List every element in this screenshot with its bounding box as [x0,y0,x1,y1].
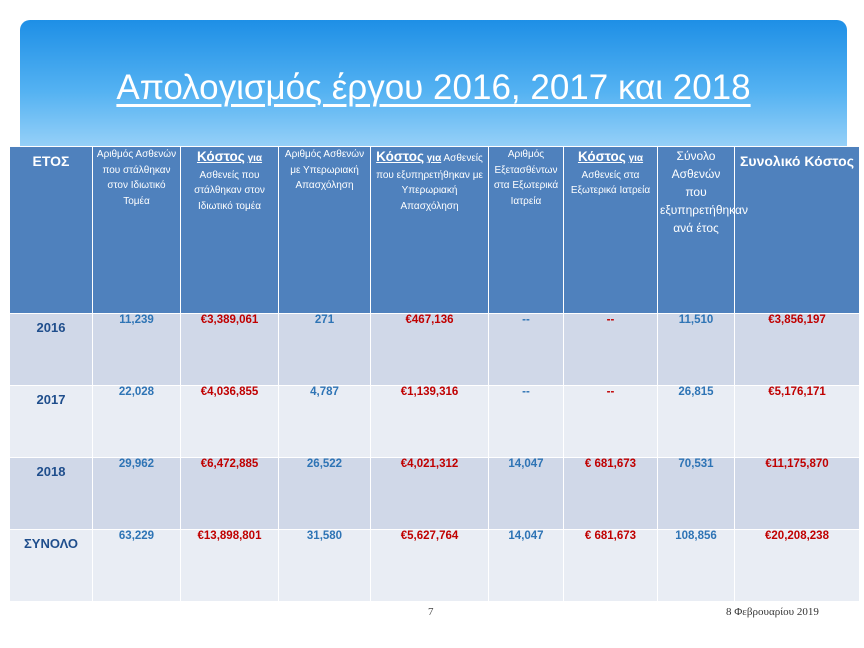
cell-private-patients: 29,962 [93,458,181,530]
table-row [10,314,860,386]
cell-total-cost: €11,175,870 [735,458,860,530]
cell-year: 2017 [10,386,93,458]
slide-date: 8 Φεβρουαρίου 2019 [726,606,819,618]
header-overtime-patients: Αριθμός Ασθενών με Υπερωριακή Απασχόληση [279,147,371,314]
cell-year: 2018 [10,458,93,530]
cell-overtime-cost: €4,021,312 [371,458,489,530]
cell-outpatient-examined: 14,047 [489,458,564,530]
table-row-total [10,530,860,602]
cell-total-label: ΣΥΝΟΛΟ [10,530,93,602]
header-private-patients: Αριθμός Ασθενών που στάλθηκαν στον Ιδιωτικό Τομέα [93,147,181,314]
cell-total-cost: €20,208,238 [735,530,860,602]
cell-private-cost: €6,472,885 [181,458,279,530]
header-total-cost: Συνολικό Κόστος [735,147,860,314]
header-total-patients: Σύνολο Ασθενών που εξυπηρετήθηκαν ανά έτος [658,147,735,314]
cell-overtime-cost: €1,139,316 [371,386,489,458]
cell-outpatient-examined: -- [489,386,564,458]
cell-outpatient-examined: 14,047 [489,530,564,602]
header-year: ΕΤΟΣ [10,147,93,314]
cell-total-cost: €5,176,171 [735,386,860,458]
cell-private-cost: €13,898,801 [181,530,279,602]
cell-outpatient-examined: -- [489,314,564,386]
cell-total-patients: 11,510 [658,314,735,386]
cell-overtime-patients: 271 [279,314,371,386]
cell-total-patients: 70,531 [658,458,735,530]
cell-outpatient-cost: -- [564,314,658,386]
cell-year: 2016 [10,314,93,386]
cell-overtime-cost: €5,627,764 [371,530,489,602]
cell-total-cost: €3,856,197 [735,314,860,386]
cell-overtime-cost: €467,136 [371,314,489,386]
cell-outpatient-cost: € 681,673 [564,458,658,530]
cell-total-patients: 26,815 [658,386,735,458]
cell-private-patients: 63,229 [93,530,181,602]
project-report-table [9,146,860,602]
cell-outpatient-cost: -- [564,386,658,458]
header-outpatient-examined: Αριθμός Εξετασθέντων στα Εξωτερικά Ιατρεία [489,147,564,314]
page-number: 7 [428,606,434,618]
cell-total-patients: 108,856 [658,530,735,602]
cell-overtime-patients: 26,522 [279,458,371,530]
cell-private-cost: €4,036,855 [181,386,279,458]
table-row [10,458,860,530]
header-overtime-cost: Κόστος για Ασθενείς που εξυπηρετήθηκαν με Υπερωριακή Απασχόληση [371,147,489,314]
header-private-cost: Κόστος για Ασθενείς που στάλθηκαν στον Ιδιωτικό τομέα [181,147,279,314]
slide-title: Απολογισμός έργου 2016, 2017 και 2018 [116,68,751,107]
cell-outpatient-cost: € 681,673 [564,530,658,602]
cell-private-patients: 22,028 [93,386,181,458]
cell-private-cost: €3,389,061 [181,314,279,386]
header-outpatient-cost: Κόστος για Ασθενείς στα Εξωτερικά Ιατρεία [564,147,658,314]
cell-overtime-patients: 4,787 [279,386,371,458]
table-header-row [10,147,860,314]
cell-private-patients: 11,239 [93,314,181,386]
title-banner [20,20,847,150]
table-row [10,386,860,458]
cell-overtime-patients: 31,580 [279,530,371,602]
